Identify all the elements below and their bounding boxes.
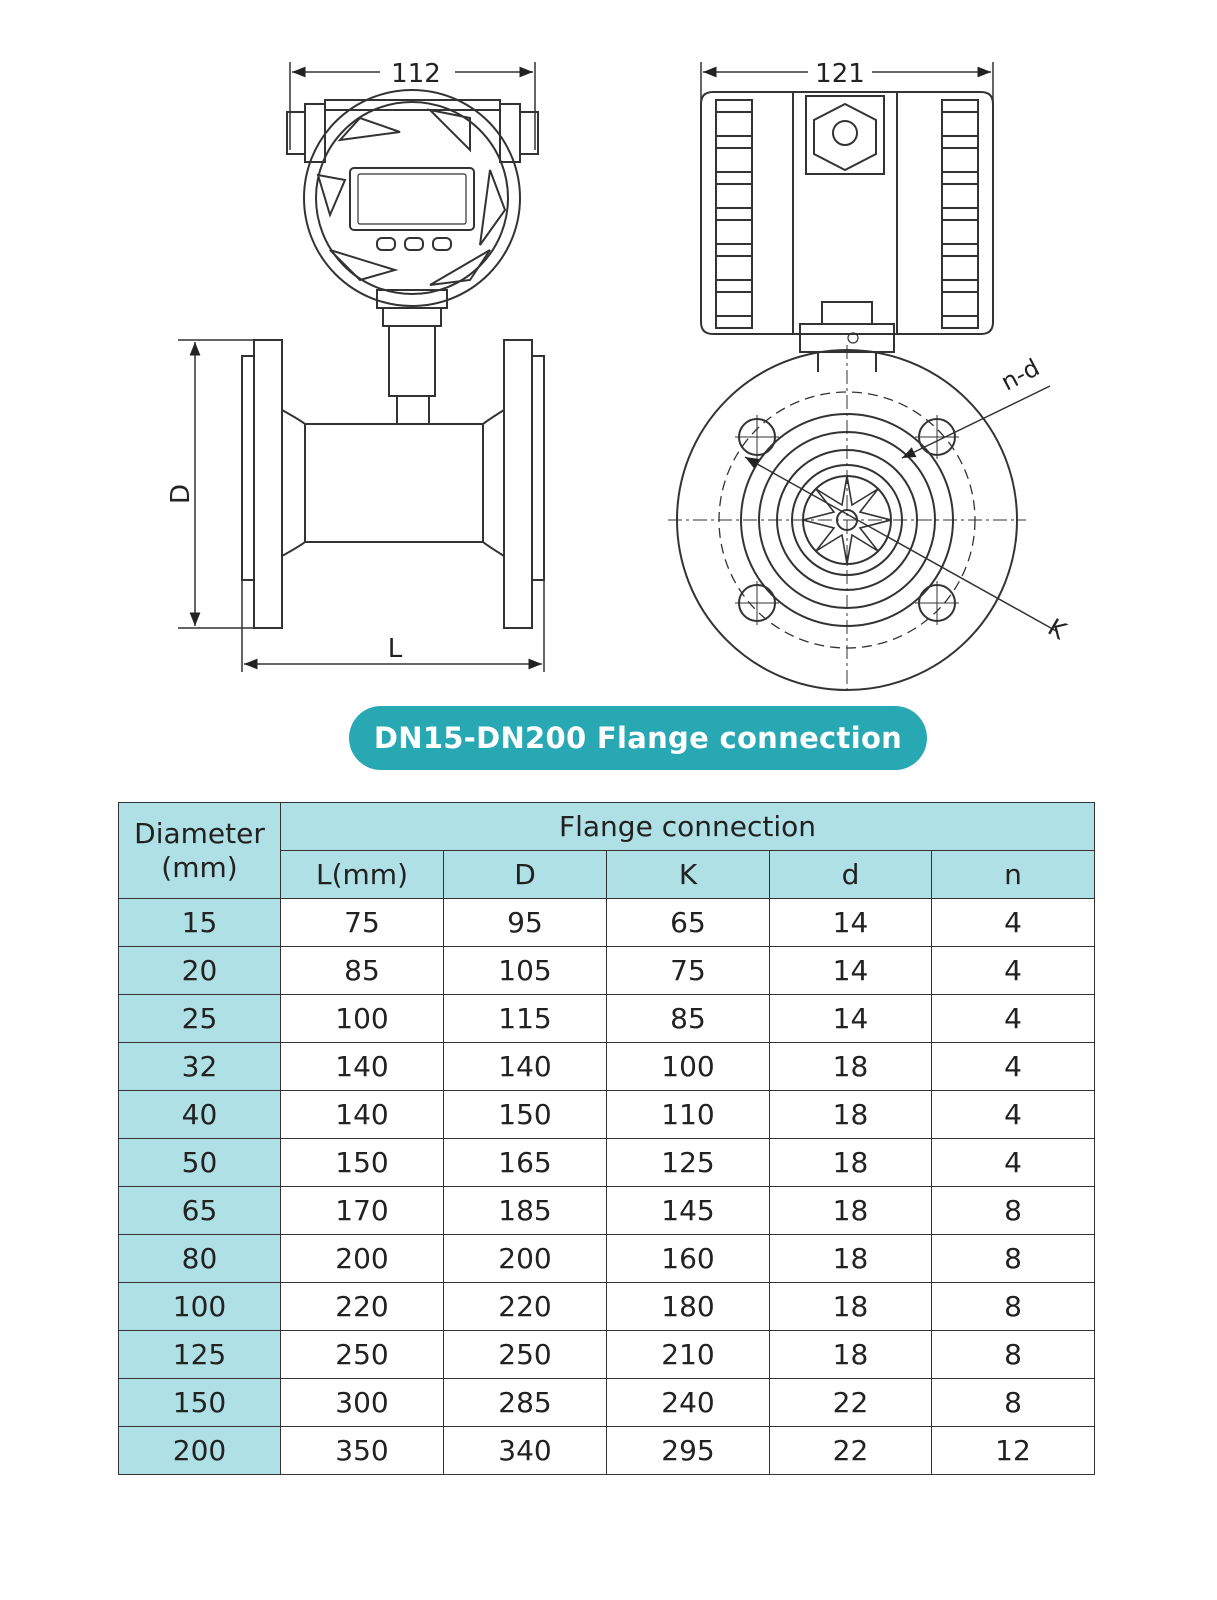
length-label: L [387,634,403,664]
bolt-hole-label: n-d [996,353,1045,397]
value-cell: 85 [607,995,770,1043]
value-cell: 18 [770,1091,932,1139]
value-cell: 65 [607,899,770,947]
column-header: K [607,851,770,899]
value-cell: 170 [281,1187,444,1235]
value-cell: 295 [607,1427,770,1475]
value-cell: 185 [444,1187,607,1235]
diameter-cell: 150 [119,1379,281,1427]
table-row [119,947,1095,995]
table-row [119,1427,1095,1475]
table-row [119,995,1095,1043]
value-cell: 4 [932,1139,1095,1187]
table-row [119,1187,1095,1235]
value-cell: 14 [770,995,932,1043]
table-body [119,899,1095,1475]
value-cell: 285 [444,1379,607,1427]
value-cell: 300 [281,1379,444,1427]
diameter-cell: 125 [119,1331,281,1379]
value-cell: 22 [770,1427,932,1475]
value-cell: 85 [281,947,444,995]
value-cell: 140 [444,1043,607,1091]
value-cell: 18 [770,1187,932,1235]
front-width-label: 112 [391,59,441,89]
value-cell: 100 [607,1043,770,1091]
diameter-cell: 100 [119,1283,281,1331]
value-cell: 220 [444,1283,607,1331]
diameter-header-line1: Diameter [134,816,265,850]
table-row [119,1331,1095,1379]
diameter-cell: 15 [119,899,281,947]
value-cell: 250 [281,1331,444,1379]
diameter-cell: 65 [119,1187,281,1235]
bolt-circle-label: K [1043,613,1071,646]
value-cell: 105 [444,947,607,995]
flowmeter-drawing [0,0,1217,700]
diameter-cell: 80 [119,1235,281,1283]
table-row [119,1043,1095,1091]
diameter-header-line2: (mm) [161,850,238,884]
value-cell: 18 [770,1283,932,1331]
value-cell: 75 [607,947,770,995]
diameter-cell: 25 [119,995,281,1043]
value-cell: 18 [770,1235,932,1283]
value-cell: 100 [281,995,444,1043]
value-cell: 250 [444,1331,607,1379]
value-cell: 220 [281,1283,444,1331]
value-cell: 14 [770,899,932,947]
value-cell: 110 [607,1091,770,1139]
value-cell: 8 [932,1283,1095,1331]
diameter-cell: 32 [119,1043,281,1091]
table-row [119,1283,1095,1331]
value-cell: 180 [607,1283,770,1331]
value-cell: 8 [932,1187,1095,1235]
value-cell: 200 [281,1235,444,1283]
table-row [119,899,1095,947]
value-cell: 18 [770,1331,932,1379]
table-row [119,1139,1095,1187]
value-cell: 4 [932,899,1095,947]
value-cell: 140 [281,1091,444,1139]
height-label: D [166,483,196,505]
value-cell: 14 [770,947,932,995]
diameter-cell: 40 [119,1091,281,1139]
value-cell: 18 [770,1043,932,1091]
value-cell: 150 [281,1139,444,1187]
diameter-cell: 200 [119,1427,281,1475]
column-header: n [932,851,1095,899]
diameter-cell: 50 [119,1139,281,1187]
value-cell: 145 [607,1187,770,1235]
value-cell: 8 [932,1235,1095,1283]
side-width-label: 121 [815,59,865,89]
value-cell: 240 [607,1379,770,1427]
flange-connection-header: Flange connection [281,803,1095,851]
value-cell: 340 [444,1427,607,1475]
value-cell: 4 [932,947,1095,995]
diameter-header [119,803,281,899]
value-cell: 8 [932,1379,1095,1427]
value-cell: 210 [607,1331,770,1379]
connection-type-banner: DN15-DN200 Flange connection [349,706,927,770]
value-cell: 350 [281,1427,444,1475]
table-row [119,1235,1095,1283]
table-row [119,1091,1095,1139]
value-cell: 125 [607,1139,770,1187]
table-row [119,1379,1095,1427]
value-cell: 75 [281,899,444,947]
value-cell: 165 [444,1139,607,1187]
value-cell: 150 [444,1091,607,1139]
value-cell: 12 [932,1427,1095,1475]
column-header: D [444,851,607,899]
front-view [178,62,544,672]
column-header: d [770,851,932,899]
value-cell: 95 [444,899,607,947]
flange-dimension-table [118,802,1095,1475]
column-header: L(mm) [281,851,444,899]
value-cell: 140 [281,1043,444,1091]
value-cell: 22 [770,1379,932,1427]
value-cell: 4 [932,1091,1095,1139]
value-cell: 4 [932,1043,1095,1091]
diameter-cell: 20 [119,947,281,995]
value-cell: 200 [444,1235,607,1283]
value-cell: 4 [932,995,1095,1043]
value-cell: 160 [607,1235,770,1283]
value-cell: 18 [770,1139,932,1187]
value-cell: 115 [444,995,607,1043]
value-cell: 8 [932,1331,1095,1379]
